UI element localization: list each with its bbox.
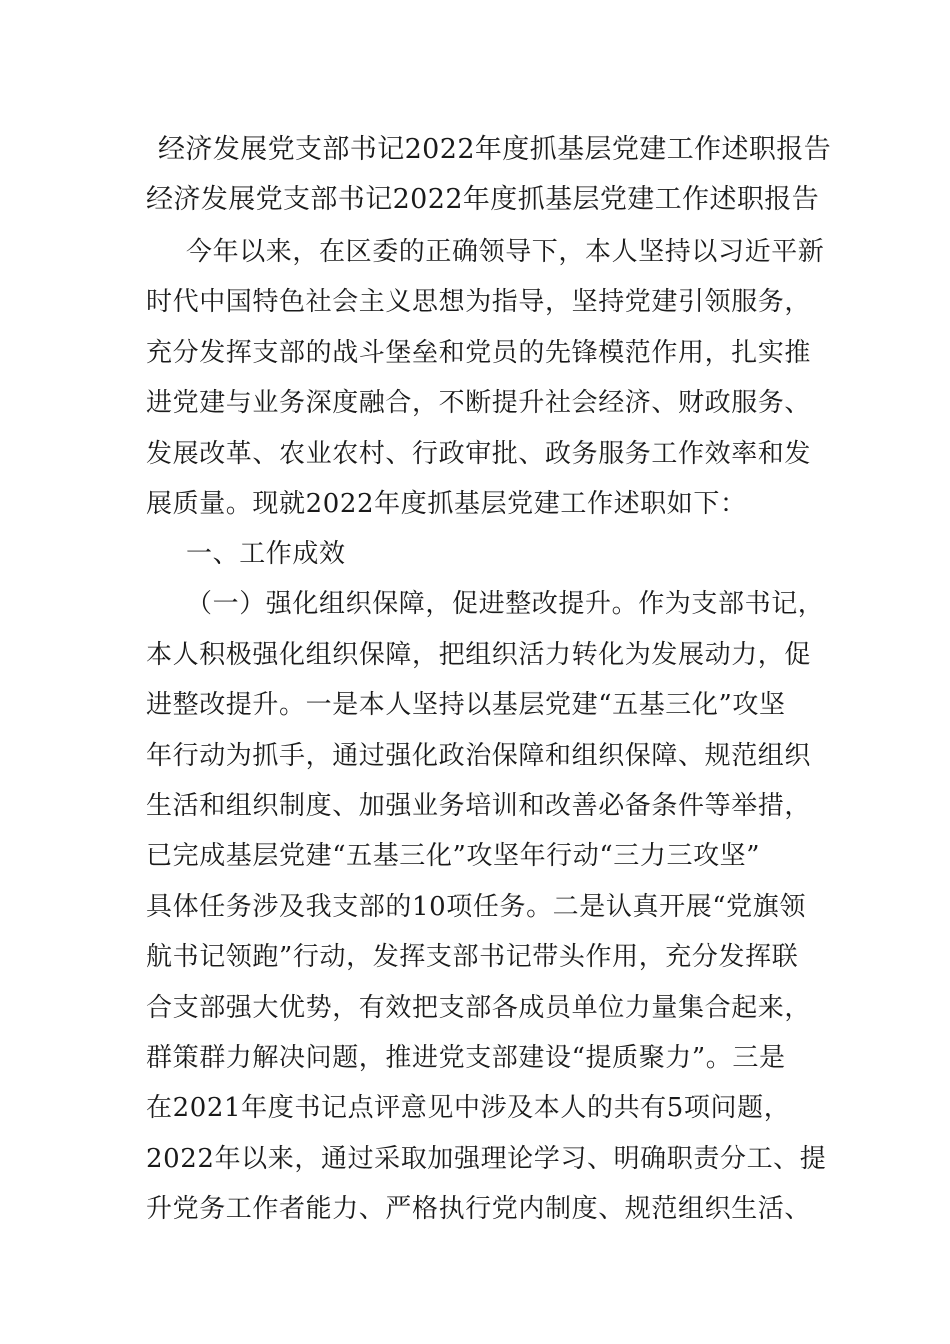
paragraph-line: 发展改革、农业农村、行政审批、政务服务工作效率和发 xyxy=(146,439,812,469)
paragraph-line: 航书记领跑”行动，发挥支部书记带头作用，充分发挥联 xyxy=(146,942,799,972)
paragraph-line: 今年以来，在区委的正确领导下，本人坚持以习近平新 xyxy=(186,237,825,267)
paragraph-line: 进党建与业务深度融合，不断提升社会经济、财政服务、 xyxy=(146,388,812,418)
paragraph-line: 充分发挥支部的战斗堡垒和党员的先锋模范作用，扎实推 xyxy=(146,338,812,368)
paragraph-line: 在2021年度书记点评意见中涉及本人的共有5项问题， xyxy=(146,1093,791,1123)
paragraph-line: 升党务工作者能力、严格执行党内制度、规范组织生活、 xyxy=(146,1194,812,1224)
paragraph-line: （一）强化组织保障，促进整改提升。作为支部书记， xyxy=(186,589,825,619)
document-subtitle: 经济发展党支部书记2022年度抓基层党建工作述职报告 xyxy=(146,184,820,215)
paragraph-line: 展质量。现就2022年度抓基层党建工作述职如下： xyxy=(146,489,747,519)
document-title: 经济发展党支部书记2022年度抓基层党建工作述职报告 xyxy=(158,134,832,165)
paragraph-line: 合支部强大优势，有效把支部各成员单位力量集合起来， xyxy=(146,993,812,1023)
paragraph-line: 生活和组织制度、加强业务培训和改善必备条件等举措， xyxy=(146,791,812,821)
paragraph-line: 群策群力解决问题，推进党支部建设“提质聚力”。三是 xyxy=(146,1043,786,1073)
paragraph-line: 时代中国特色社会主义思想为指导，坚持党建引领服务， xyxy=(146,287,812,317)
paragraph-line: 已完成基层党建“五基三化”攻坚年行动“三力三攻坚” xyxy=(146,841,761,871)
paragraph-line: 2022年以来，通过采取加强理论学习、明确职责分工、提 xyxy=(146,1144,827,1174)
section-heading: 一、工作成效 xyxy=(186,539,346,569)
paragraph-line: 进整改提升。一是本人坚持以基层党建“五基三化”攻坚 xyxy=(146,690,786,720)
paragraph-line: 年行动为抓手，通过强化政治保障和组织保障、规范组织 xyxy=(146,741,812,771)
paragraph-line: 本人积极强化组织保障，把组织活力转化为发展动力，促 xyxy=(146,640,812,670)
paragraph-line: 具体任务涉及我支部的10项任务。二是认真开展“党旗领 xyxy=(146,892,806,922)
